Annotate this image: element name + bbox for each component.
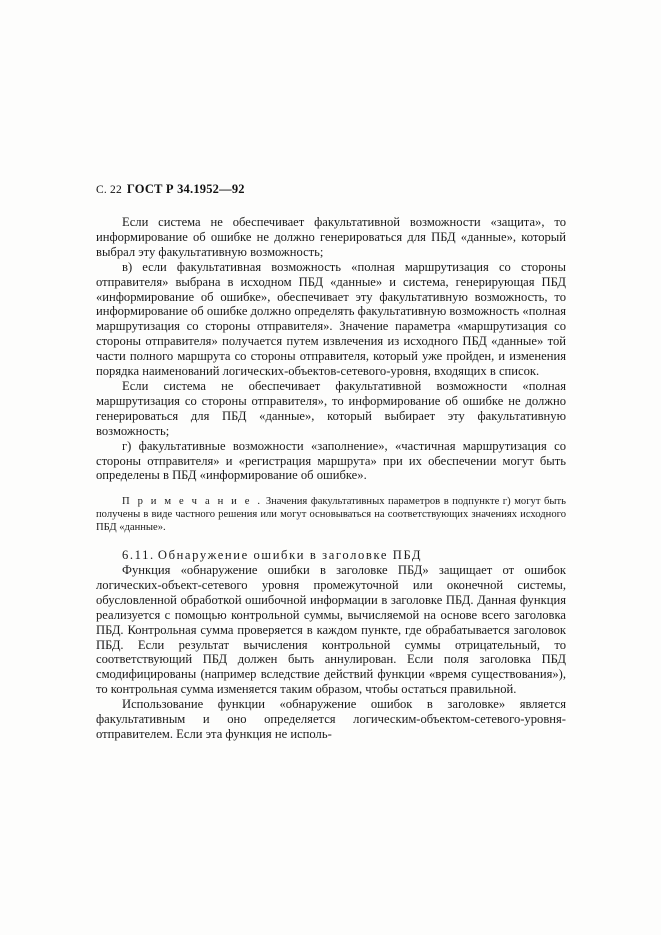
page-number: С. 22 — [96, 184, 122, 196]
paragraph-item-v: в) если факультативная возможность «полная маршрутизация со стороны отправителя» выбрана в исходном ПБД «данные» и система, генерирующая ПБД «информирование об ошибке», обеспечивает эту факультативную возможность, то информирование об ошибке должно определять факультативную возможность «полная маршрутизация со стороны отправителя». Значение параметра «маршрутизация со стороны отправителя» получается путем извлечения из исходного ПБД «данные» той части полного маршрута со стороны отправителя, который уже пройден, и изменения порядка наименований логических-объектов-сетевого-уровня, входящих в список. — [96, 259, 566, 379]
section-heading — [96, 548, 566, 563]
paragraph-full-source-routing: Если система не обеспечивает факультативной возможности «полная маршрутизация со стороны отправителя», то информирование об ошибке не должно генерироваться для ПБД «данные», который выбирает эту факультативную возможность; — [96, 378, 566, 438]
paragraph-item-g: г) факультативные возможности «заполнение», «частичная маршрутизация со стороны отправителя» и «регистрация маршрута» при их обеспечении могут быть определены в ПБД «информирование об ошибке». — [96, 438, 566, 483]
standard-identifier: ГОСТ Р 34.1952—92 — [126, 182, 245, 196]
paragraph-section-body: Функция «обнаружение ошибки в заголовке ПБД» защищает от ошибок логических-объект-сетевого уровня промежуточной или оконечной системы, обусловленной обработкой ошибочной информации в заголовке ПБД. Данная функция реализуется с помощью контрольной суммы, вычисляемой на основе всего заголовка ПБД. Контрольная сумма проверяется в каждом пункте, где обрабатывается заголовок ПБД. Если результат вычисления контрольной суммы отрицательный, то соответствующий ПБД должен быть аннулирован. Если поля заголовка ПБД смодифицированы (например вследствие действий функции «время существования»), то контрольная сумма изменяется таким образом, чтобы остаться правильной. — [96, 563, 566, 697]
note-text: Значения факультативных параметров в подпункте г) могут быть получены в виде частного решения или могут основываться на соответствующих значениях исходного ПБД «данные». — [96, 496, 566, 533]
section-number: 6.11. — [122, 548, 155, 563]
paragraph-protection-option: Если система не обеспечивает факультативной возможности «защита», то информирование об ошибке не должно генерироваться для ПБД «данные», который выбрал эту факультативную возможность; — [96, 215, 566, 259]
note-label: П р и м е ч а н и е . — [122, 496, 263, 508]
note-block — [96, 496, 566, 534]
page-header — [96, 182, 566, 197]
section-title: Обнаружение ошибки в заголовке ПБД — [157, 548, 423, 563]
paragraph-closing: Использование функции «обнаружение ошибок в заголовке» является факультативным и оно определяется логическим-объектом-сетевого-уровня-отправителем. Если эта функция не исполь- — [96, 697, 566, 741]
page-content — [96, 182, 566, 742]
